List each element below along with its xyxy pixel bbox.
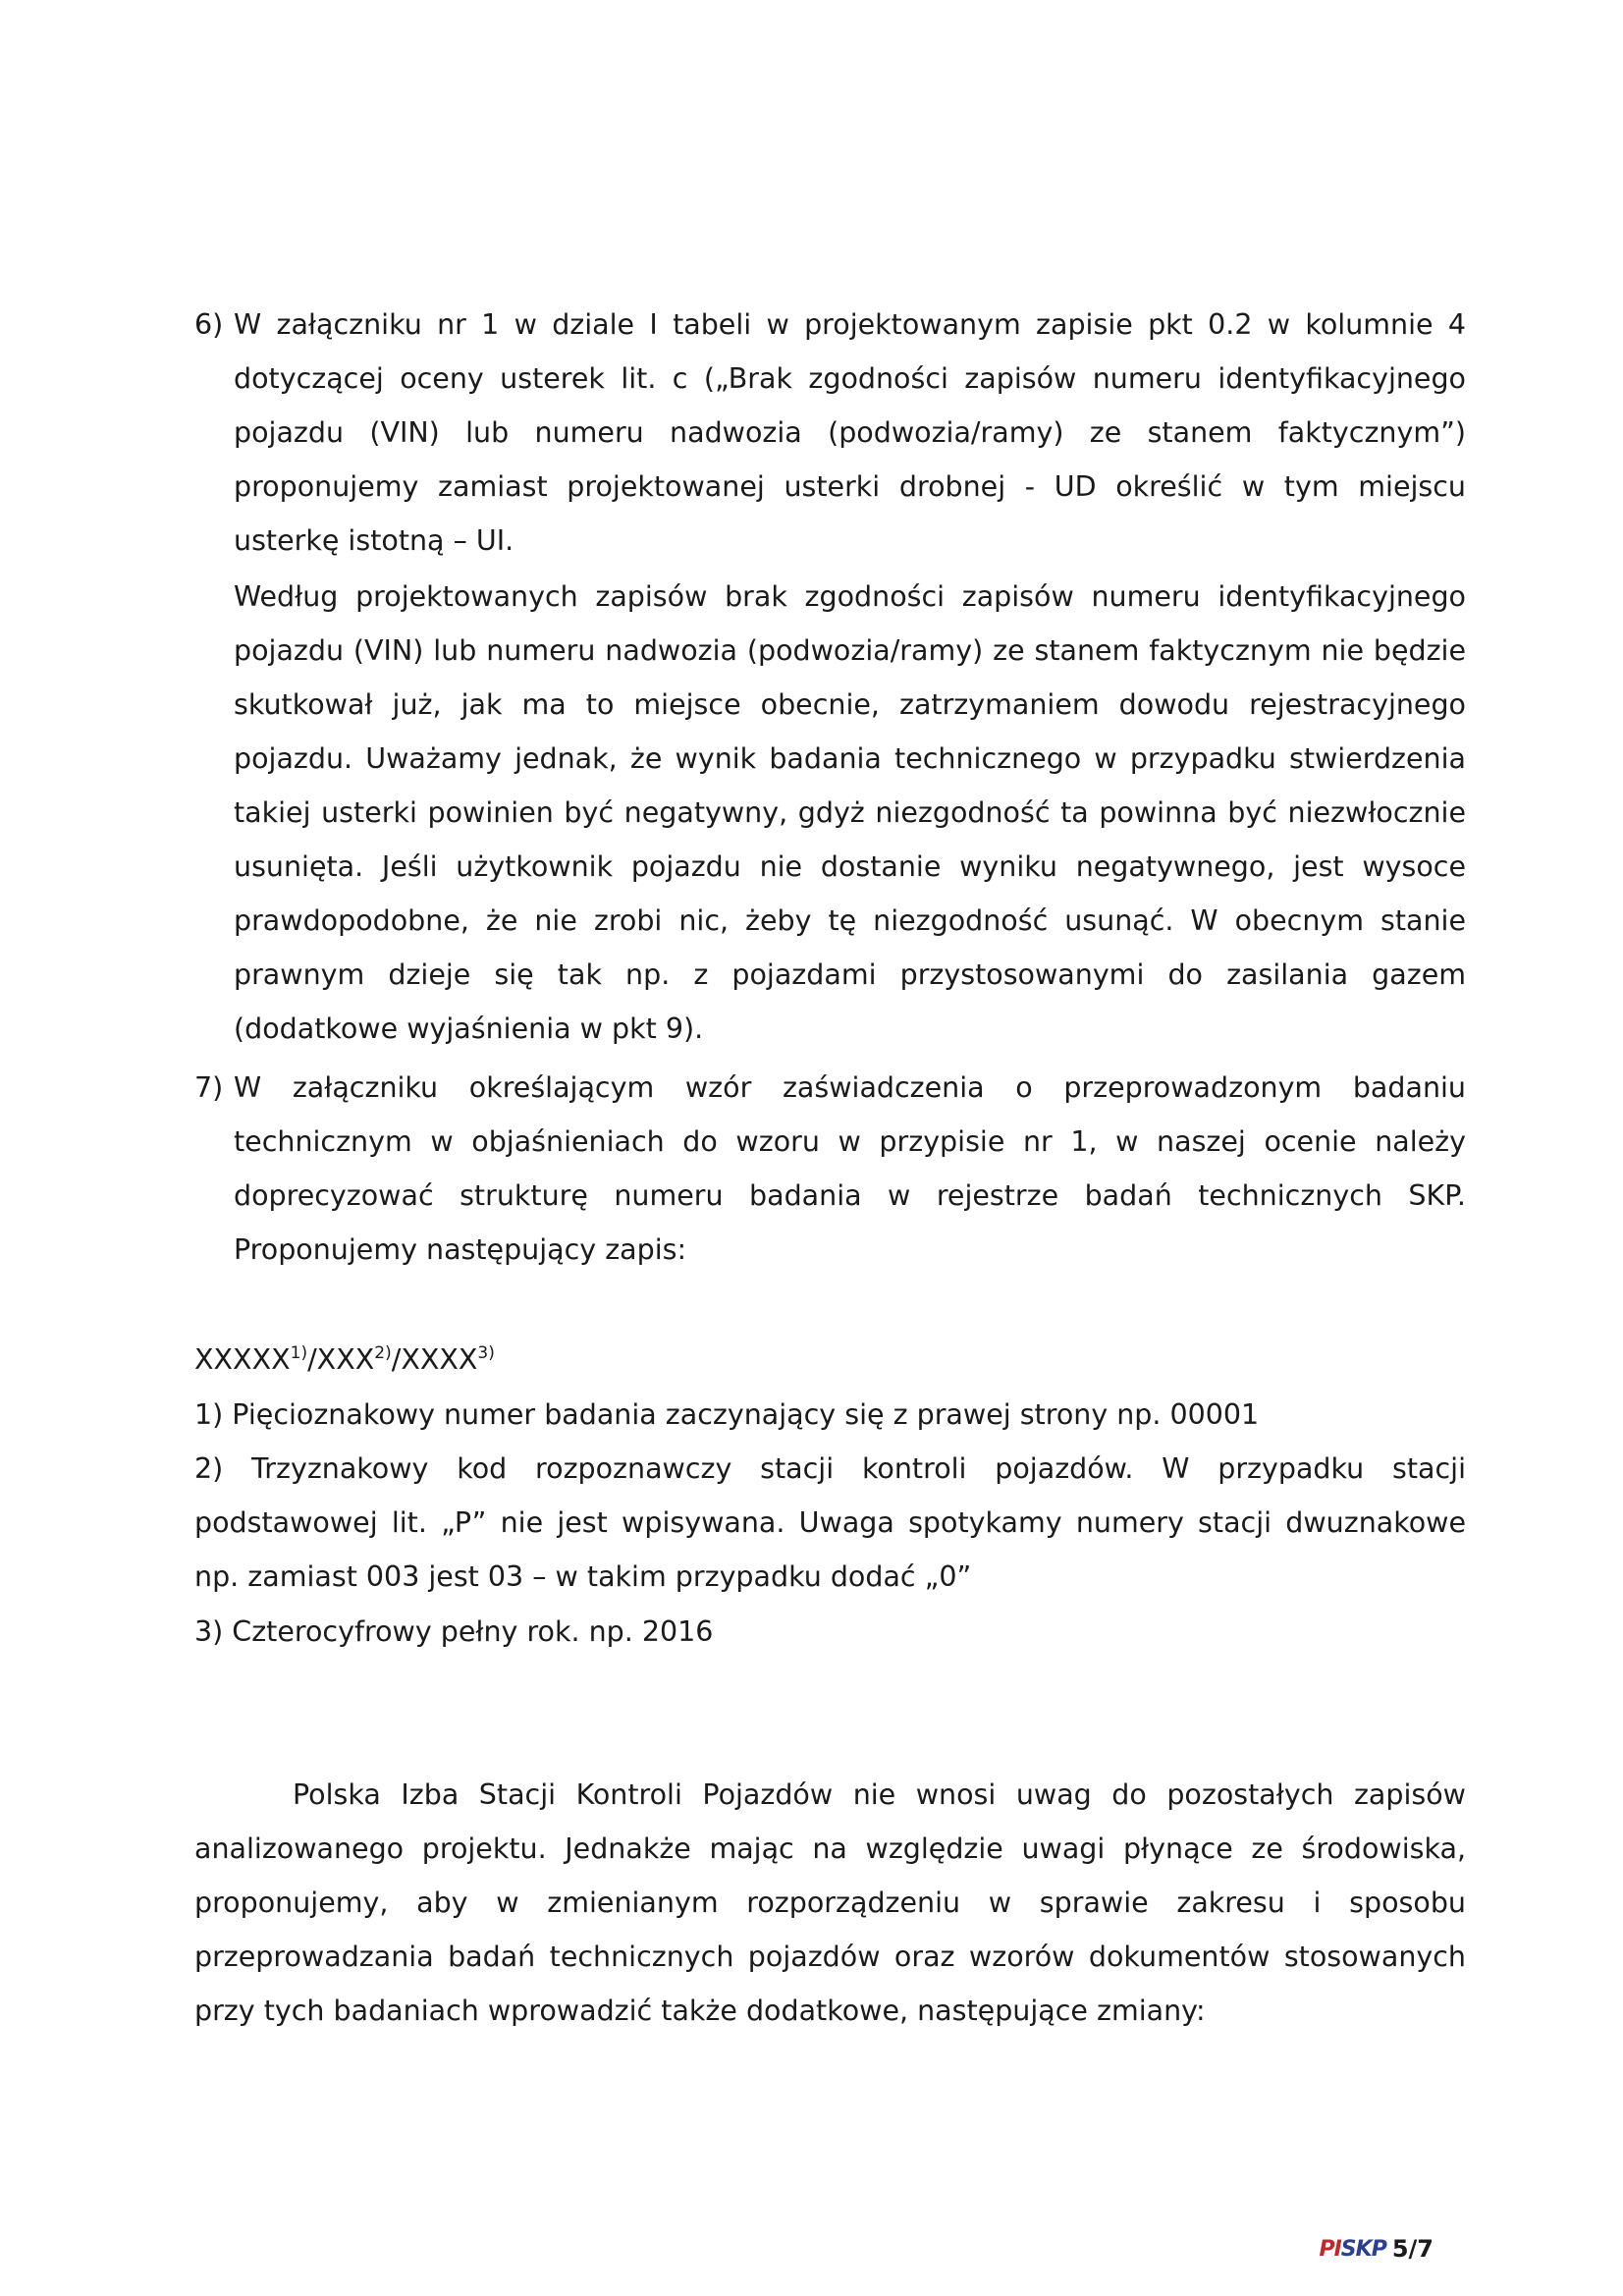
format-sup-2: 2) [374, 1343, 392, 1363]
piskp-logo: PISKP [1319, 2236, 1386, 2262]
format-part-2: /XXX [307, 1343, 375, 1376]
item-7-text: W załączniku określającym wzór zaświadczenia o przeprowadzonym badaniu technicznym w objaśnieniach do wzoru w przypisie nr 1, w naszej ocenie należy doprecyzować strukturę numeru badania w rejestrze badań technicznych SKP. Proponujemy następujący zapis: [234, 1071, 1466, 1266]
closing-paragraph: Polska Izba Stacji Kontroli Pojazdów nie wnosi uwag do pozostałych zapisów analizowanego projektu. Jednakże mając na względzie uwagi płynące ze środowiska, proponujemy, aby w zmienianym rozporządzeniu w sprawie zakresu i sposobu przeprowadzania badań technicznych pojazdów oraz wzorów dokumentów stosowanych przy tych badaniach wprowadzić także dodatkowe, następujące zmiany: [194, 1778, 1466, 2027]
page-number: 5/7 [1391, 2235, 1434, 2263]
note-1: 1) Pięcioznakowy numer badania zaczynający się z prawej strony np. 00001 [194, 1398, 1260, 1431]
number-format [194, 1333, 495, 1387]
format-sup-1: 1) [290, 1343, 308, 1363]
format-part-3: /XXXX [391, 1343, 478, 1376]
item-6-explanation: Według projektowanych zapisów brak zgodności zapisów numeru identyfikacyjnego pojazdu (VIN) lub numeru nadwozia (podwozia/ramy) ze stanem faktycznym nie będzie skutkował już, jak ma to miejsce obecnie, zatrzymaniem dowodu rejestracyjnego pojazdu. Uważamy jednak, że wynik badania technicznego w przypadku stwierdzenia takiej usterki powinien być negatywny, gdyż niezgodność ta powinna być niezwłocznie usunięta. Jeśli użytkownik pojazdu nie dostanie wyniku negatywnego, jest wysoce prawdopodobne, że nie zrobi nic, żeby tę niezgodność usunąć. W obecnym stanie prawnym dzieje się tak np. z pojazdami przystosowanymi do zasilania gazem (dodatkowe wyjaśnienia w pkt 9). [234, 580, 1466, 1045]
note-2: 2) Trzyznakowy kod rozpoznawczy stacji kontroli pojazdów. W przypadku stacji podstawowej lit. „P” nie jest wpisywana. Uwaga spotykamy numery stacji dwuznakowe np. zamiast 003 jest 03 – w takim przypadku dodać „0” [194, 1452, 1466, 1593]
item-6-text: W załączniku nr 1 w dziale I tabeli w projektowanym zapisie pkt 0.2 w kolumnie 4 dotyczącej oceny usterek lit. c („Brak zgodności zapisów numeru identyfikacyjnego pojazdu (VIN) lub numeru nadwozia (podwozia/ramy) ze stanem faktycznym”) proponujemy zamiast projektowanej usterki drobnej - UD określić w tym miejscu usterkę istotną – UI. [234, 308, 1466, 557]
format-sup-3: 3) [477, 1343, 495, 1363]
format-part-1: XXXXX [194, 1343, 291, 1376]
note-3: 3) Czterocyfrowy pełny rok. np. 2016 [194, 1615, 714, 1648]
item-7-number: 7) [194, 1071, 224, 1104]
item-6-number: 6) [194, 308, 224, 341]
page-footer [1319, 2235, 1434, 2263]
